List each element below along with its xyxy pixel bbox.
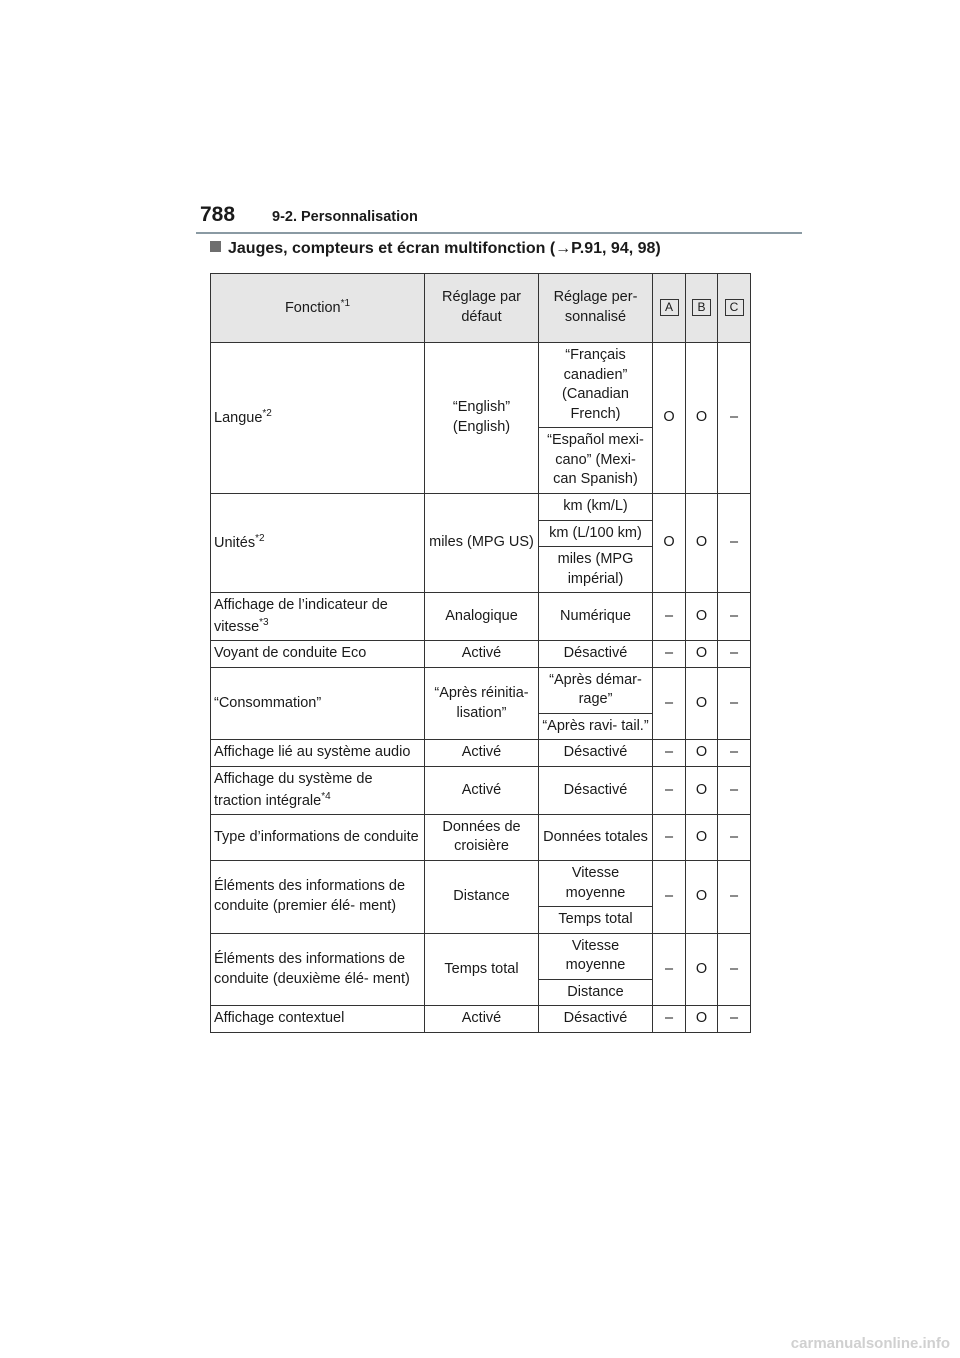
availability-a-cell: O [653, 343, 686, 494]
custom-setting-cell: miles (MPG impérial) [539, 547, 653, 593]
custom-setting-cell: “Español mexi- cano” (Mexi- can Spanish) [539, 428, 653, 494]
availability-b-cell: O [686, 933, 718, 1006]
custom-setting-cell: km (L/100 km) [539, 520, 653, 547]
default-setting-cell: Données de croisière [425, 814, 539, 860]
availability-b-cell: O [686, 740, 718, 767]
function-cell: Langue$^{*2}$ [211, 343, 425, 494]
availability-c-cell: – [718, 493, 751, 592]
default-setting-cell: “Après réinitia- lisation” [425, 667, 539, 740]
availability-b-cell: O [686, 343, 718, 494]
table-row [211, 933, 751, 979]
availability-c-cell: – [718, 593, 751, 641]
column-header-default: Réglage par défaut [425, 274, 539, 343]
availability-a-cell: – [653, 766, 686, 814]
default-setting-cell: “English” (English) [425, 343, 539, 494]
watermark: carmanualsonline.info [790, 1335, 950, 1352]
custom-setting-cell: Distance [539, 979, 653, 1006]
function-cell: Éléments des informations de conduite (deuxième élé- ment) [211, 933, 425, 1006]
availability-b-cell: O [686, 766, 718, 814]
availability-a-cell: – [653, 861, 686, 934]
availability-b-cell: O [686, 593, 718, 641]
custom-setting-cell: Désactivé [539, 740, 653, 767]
availability-a-cell: – [653, 814, 686, 860]
column-header-custom: Réglage per- sonnalisé [539, 274, 653, 343]
custom-setting-cell: Vitesse moyenne [539, 861, 653, 907]
availability-b-cell: O [686, 814, 718, 860]
table-row [211, 343, 751, 428]
availability-a-cell: – [653, 933, 686, 1006]
function-cell: Affichage du système de traction intégrale$^{*4}$ [211, 766, 425, 814]
settings-table [210, 273, 751, 1033]
availability-b-cell: O [686, 667, 718, 740]
subsection-heading [210, 240, 661, 258]
default-setting-cell: Analogique [425, 593, 539, 641]
availability-c-cell: – [718, 343, 751, 494]
default-setting-cell: Activé [425, 641, 539, 668]
availability-b-cell: O [686, 493, 718, 592]
availability-c-cell: – [718, 814, 751, 860]
function-cell: Éléments des informations de conduite (premier élé- ment) [211, 861, 425, 934]
availability-a-cell: – [653, 740, 686, 767]
custom-setting-cell: Numérique [539, 593, 653, 641]
custom-setting-cell: km (km/L) [539, 493, 653, 520]
availability-a-cell: – [653, 641, 686, 668]
function-cell: Voyant de conduite Eco [211, 641, 425, 668]
custom-setting-cell: Temps total [539, 907, 653, 934]
custom-setting-cell: Désactivé [539, 1006, 653, 1033]
availability-b-cell: O [686, 861, 718, 934]
table-row [211, 814, 751, 860]
availability-a-cell: – [653, 593, 686, 641]
table-row [211, 1006, 751, 1033]
availability-c-cell: – [718, 861, 751, 934]
availability-c-cell: – [718, 740, 751, 767]
function-cell: Unités$^{*2}$ [211, 493, 425, 592]
function-cell: Affichage de l’indicateur de vitesse$^{*3}$ [211, 593, 425, 641]
default-setting-cell: Activé [425, 740, 539, 767]
availability-c-cell: – [718, 766, 751, 814]
default-setting-cell: miles (MPG US) [425, 493, 539, 592]
availability-c-cell: – [718, 641, 751, 668]
default-setting-cell: Activé [425, 1006, 539, 1033]
table-row [211, 667, 751, 713]
table-row [211, 593, 751, 641]
table-header-row [211, 274, 751, 343]
function-cell: Affichage contextuel [211, 1006, 425, 1033]
custom-setting-cell: Désactivé [539, 641, 653, 668]
availability-c-cell: – [718, 1006, 751, 1033]
function-cell: Type d’informations de conduite [211, 814, 425, 860]
availability-a-cell: – [653, 667, 686, 740]
table-body [211, 343, 751, 1033]
column-header-b: B [686, 274, 718, 343]
custom-setting-cell: “Après ravi- tail.” [539, 713, 653, 740]
section-title: 9-2. Personnalisation [272, 209, 418, 225]
custom-setting-cell: “Français canadien” (Canadian French) [539, 343, 653, 428]
availability-c-cell: – [718, 933, 751, 1006]
default-setting-cell: Activé [425, 766, 539, 814]
table-row [211, 641, 751, 668]
header-divider [196, 232, 802, 234]
table-row [211, 861, 751, 907]
column-header-c: C [718, 274, 751, 343]
square-bullet-icon [210, 241, 221, 252]
page-number: 788 [200, 203, 236, 226]
custom-setting-cell: “Après démar- rage” [539, 667, 653, 713]
table-row [211, 740, 751, 767]
default-setting-cell: Temps total [425, 933, 539, 1006]
table-row [211, 766, 751, 814]
function-cell: Affichage lié au système audio [211, 740, 425, 767]
availability-b-cell: O [686, 641, 718, 668]
table-row [211, 493, 751, 520]
column-header-a: A [653, 274, 686, 343]
custom-setting-cell: Vitesse moyenne [539, 933, 653, 979]
heading-text: Jauges, compteurs et écran multifonction (→P.91, 94, 98) [228, 240, 661, 257]
custom-setting-cell: Données totales [539, 814, 653, 860]
custom-setting-cell: Désactivé [539, 766, 653, 814]
availability-a-cell: – [653, 1006, 686, 1033]
availability-c-cell: – [718, 667, 751, 740]
default-setting-cell: Distance [425, 861, 539, 934]
function-cell: “Consommation” [211, 667, 425, 740]
column-header-function: Fonction$^{*1}$ [211, 274, 425, 343]
availability-b-cell: O [686, 1006, 718, 1033]
availability-a-cell: O [653, 493, 686, 592]
